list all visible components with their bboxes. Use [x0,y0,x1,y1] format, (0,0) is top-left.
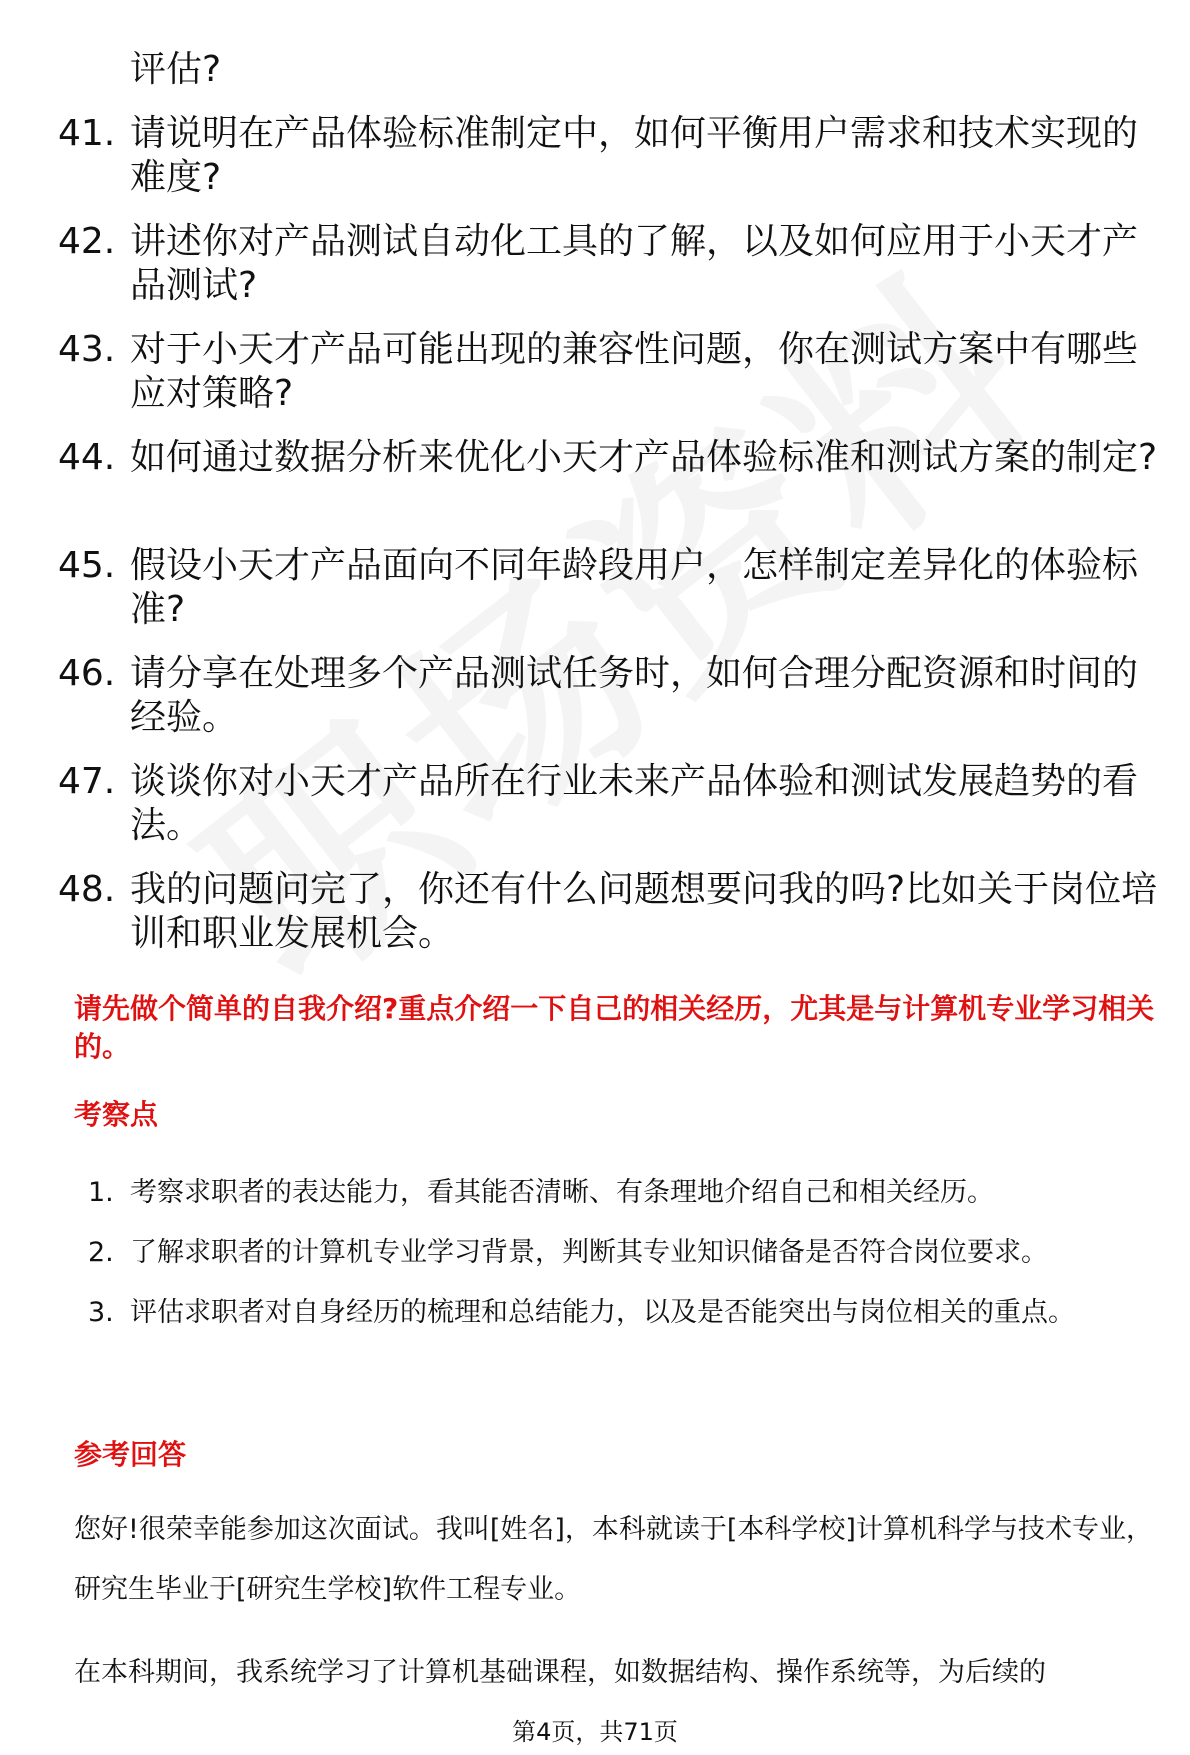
focus-point [88,1163,1148,1223]
question-item [58,868,1158,956]
focus-point-text: 评估求职者对自身经历的梳理和总结能力，以及是否能突出与岗位相关的重点。 [130,1297,1075,1328]
question-item [58,760,1158,848]
answer-section-title: 参考回答 [74,1438,187,1471]
focus-section-title: 考察点 [74,1098,159,1131]
question-item [58,220,1158,308]
featured-question: 请先做个简单的自我介绍?重点介绍一下自己的相关经历，尤其是与计算机专业学习相关的。 [74,992,1155,1063]
question-number: 44. [58,437,116,478]
focus-point-number: 2. [88,1237,114,1268]
answer-paragraph: 在本科期间，我系统学习了计算机基础课程，如数据结构、操作系统等，为后续的 [74,1657,1046,1688]
question-list [58,112,1158,976]
question-text: 我的问题问完了，你还有什么问题想要问我的吗?比如关于岗位培训和职业发展机会。 [130,869,1158,954]
question-item [58,544,1158,632]
question-number: 46. [58,653,116,694]
question-item [58,436,1158,524]
question-number: 45. [58,545,116,586]
focus-point-number: 1. [88,1177,114,1208]
question-number: 47. [58,761,116,802]
question-item [58,652,1158,740]
focus-point-text: 考察求职者的表达能力，看其能否清晰、有条理地介绍自己和相关经历。 [130,1177,994,1208]
answer-paragraph: 您好!很荣幸能参加这次面试。我叫[姓名]，本科就读于[本科学校]计算机科学与技术专业，研究生毕业于[研究生学校]软件工程专业。 [74,1514,1153,1605]
question-number: 48. [58,869,116,910]
question-number: 41. [58,113,116,154]
focus-point [88,1283,1148,1343]
page-footer: 第4页，共71页 [512,1718,678,1746]
question-text: 对于小天才产品可能出现的兼容性问题，你在测试方案中有哪些应对策略? [130,329,1139,414]
focus-point-text: 了解求职者的计算机专业学习背景，判断其专业知识储备是否符合岗位要求。 [130,1237,1048,1268]
question-text: 谈谈你对小天才产品所在行业未来产品体验和测试发展趋势的看法。 [130,761,1139,846]
question-number: 43. [58,329,116,370]
question-text: 讲述你对产品测试自动化工具的了解，以及如何应用于小天才产品测试? [130,221,1139,306]
question-text: 如何通过数据分析来优化小天才产品体验标准和测试方案的制定? [130,437,1158,478]
focus-points-list [88,1163,1148,1343]
question-text: 请说明在产品体验标准制定中，如何平衡用户需求和技术实现的难度? [130,113,1139,198]
question-text: 请分享在处理多个产品测试任务时，如何合理分配资源和时间的经验。 [130,653,1139,738]
question-continuation: 评估? [130,49,222,90]
question-number: 42. [58,221,116,262]
question-text: 假设小天才产品面向不同年龄段用户，怎样制定差异化的体验标准? [130,545,1139,630]
question-item [58,112,1158,200]
focus-point-number: 3. [88,1297,114,1328]
question-item [58,328,1158,416]
focus-point [88,1223,1148,1283]
